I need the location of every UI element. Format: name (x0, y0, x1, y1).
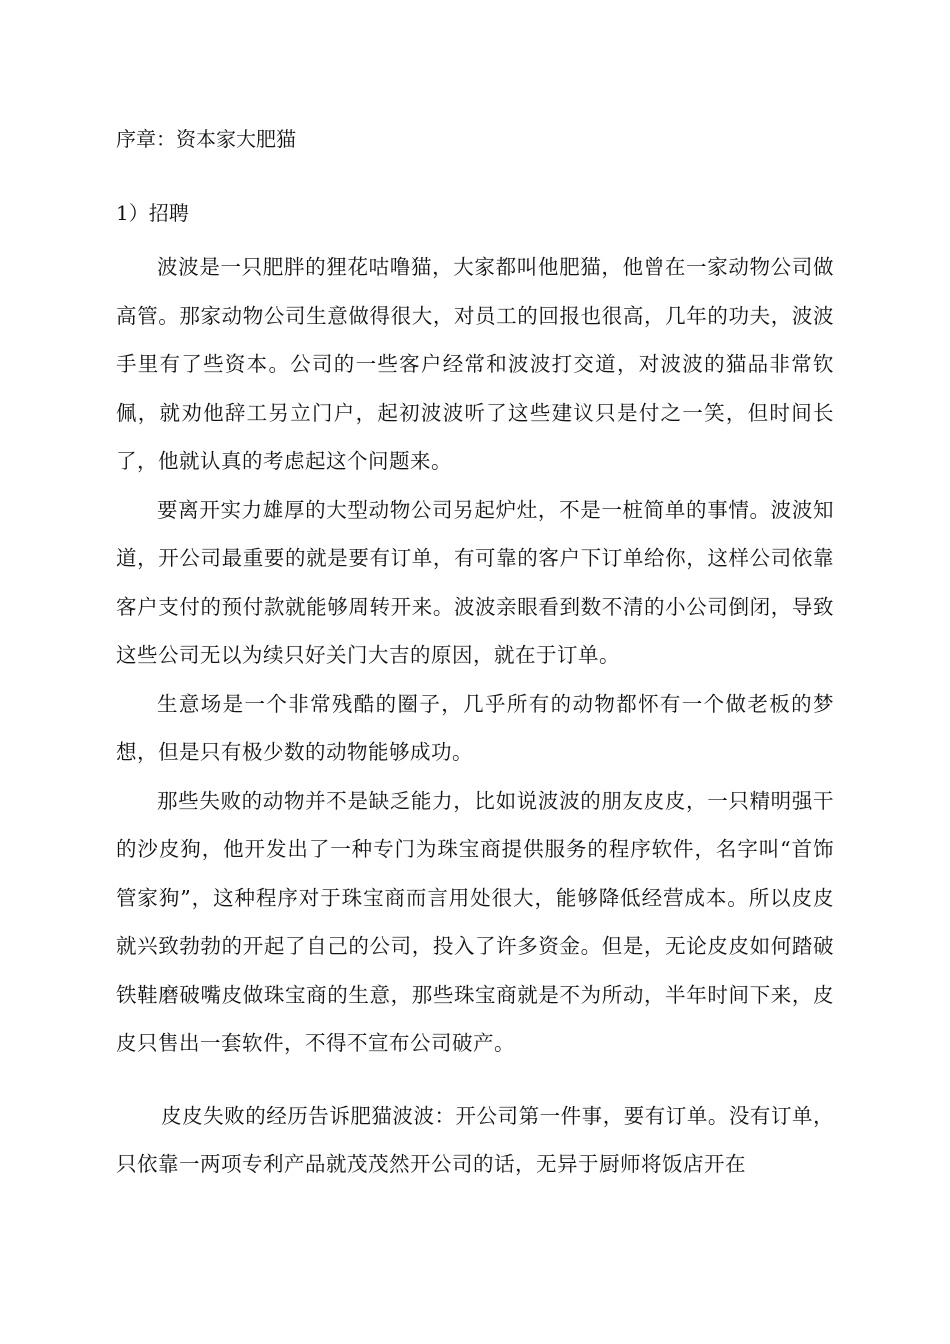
paragraph: 那些失败的动物并不是缺乏能力，比如说波波的朋友皮皮，一只精明强干的沙皮狗，他开发出了一种专门为珠宝商提供服务的程序软件，名字叫“首饰管家狗”，这种程序对于珠宝商而言用处很大，能够降低经营成本。所以皮皮就兴致勃勃的开起了自己的公司，投入了许多资金。但是，无论皮皮如何踏破铁鞋磨破嘴皮做珠宝商的生意，那些珠宝商就是不为所动，半年时间下来，皮皮只售出一套软件，不得不宣布公司破产。 (116, 788, 834, 1055)
paragraph: 生意场是一个非常残酷的圈子，几乎所有的动物都怀有一个做老板的梦想，但是只有极少数的动物能够成功。 (116, 691, 834, 764)
paragraph: 波波是一只肥胖的狸花咕噜猫，大家都叫他肥猫，他曾在一家动物公司做高管。那家动物公司生意做得很大，对员工的回报也很高，几年的功夫，波波手里有了些资本。公司的一些客户经常和波波打交道，对波波的猫品非常钦佩，就劝他辞工另立门户，起初波波听了这些建议只是付之一笑，但时间长了，他就认真的考虑起这个问题来。 (116, 255, 834, 473)
paragraph: 皮皮失败的经历告诉肥猫波波：开公司第一件事，要有订单。没有订单，只依靠一两项专利产品就茂茂然开公司的话，无异于厨师将饭店开在 (116, 1103, 834, 1176)
paragraph: 要离开实力雄厚的大型动物公司另起炉灶，不是一桩简单的事情。波波知道，开公司最重要的就是要有订单，有可靠的客户下订单给你，这样公司依靠客户支付的预付款就能够周转开来。波波亲眼看到数不清的小公司倒闭，导致这些公司无以为续只好关门大吉的原因，就在于订单。 (116, 497, 834, 667)
chapter-title: 序章：资本家大肥猫 (116, 127, 296, 151)
section-title: 1）招聘 (116, 201, 189, 225)
body-text (116, 243, 834, 1189)
